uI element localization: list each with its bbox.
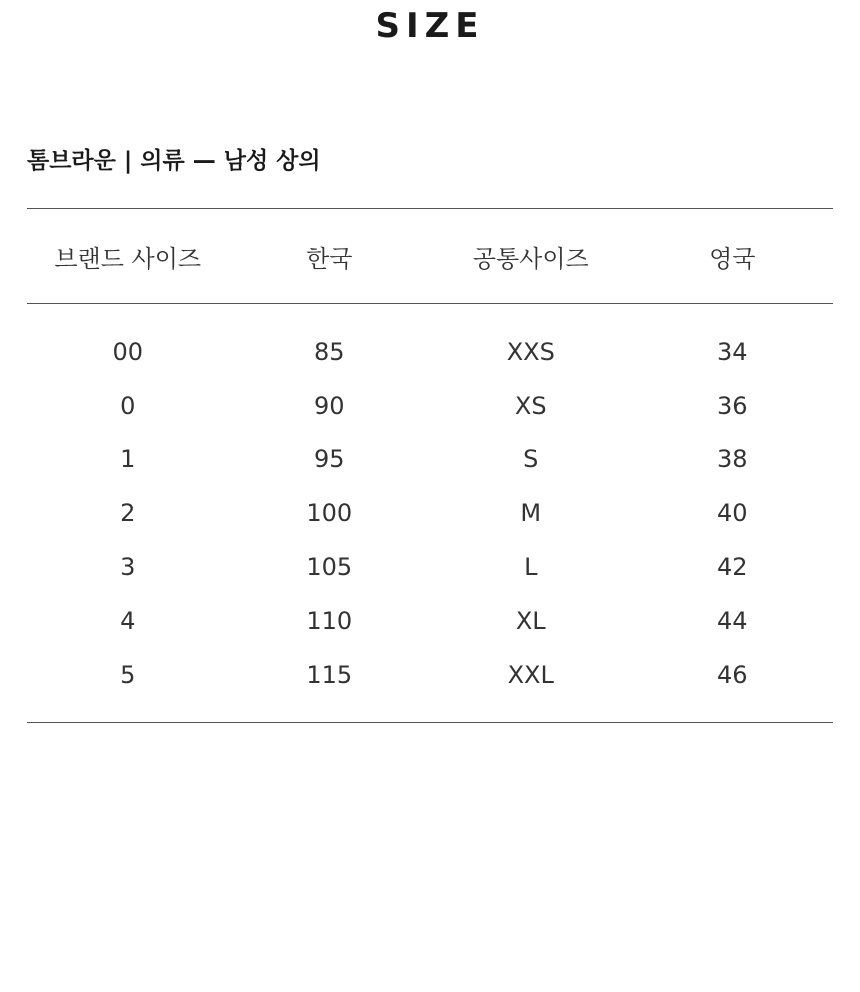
cell-common-size: XL xyxy=(515,606,546,635)
column-header-korea: 한국 xyxy=(306,244,353,273)
column-header-uk: 영국 xyxy=(709,244,756,273)
cell-common-size: S xyxy=(523,445,539,474)
table-row xyxy=(27,594,833,648)
cell-uk: 42 xyxy=(716,553,748,582)
cell-korea: 85 xyxy=(313,337,345,366)
table-row xyxy=(27,325,833,379)
cell-uk: 34 xyxy=(716,337,748,366)
table-body xyxy=(27,325,833,702)
cell-korea: 90 xyxy=(313,391,345,420)
section-title: 톰브라운 | 의류 — 남성 상의 xyxy=(27,148,321,174)
table-row xyxy=(27,540,833,594)
cell-uk: 36 xyxy=(716,391,748,420)
cell-brand-size: 4 xyxy=(120,606,136,635)
cell-korea: 110 xyxy=(306,606,353,635)
cell-korea: 105 xyxy=(306,553,353,582)
cell-common-size: L xyxy=(524,553,538,582)
cell-korea: 115 xyxy=(306,660,353,689)
table-header xyxy=(27,209,833,303)
cell-common-size: XXS xyxy=(506,337,555,366)
cell-korea: 100 xyxy=(306,499,353,528)
page-title: SIZE xyxy=(375,6,485,46)
cell-common-size: M xyxy=(520,499,542,528)
cell-brand-size: 3 xyxy=(120,553,136,582)
table-header-divider xyxy=(27,303,833,304)
column-header-brand-size: 브랜드 사이즈 xyxy=(54,244,202,273)
cell-uk: 38 xyxy=(716,445,748,474)
table-row xyxy=(27,379,833,433)
cell-uk: 44 xyxy=(716,606,748,635)
cell-brand-size: 0 xyxy=(120,391,136,420)
cell-brand-size: 5 xyxy=(120,660,136,689)
cell-brand-size: 00 xyxy=(112,337,144,366)
column-header-common-size: 공통사이즈 xyxy=(472,244,589,273)
table-row xyxy=(27,433,833,487)
cell-uk: 46 xyxy=(716,660,748,689)
table-row xyxy=(27,486,833,540)
cell-brand-size: 1 xyxy=(120,445,136,474)
table-bottom-divider xyxy=(27,722,833,723)
cell-uk: 40 xyxy=(716,499,748,528)
cell-brand-size: 2 xyxy=(120,499,136,528)
cell-common-size: XXL xyxy=(507,660,554,689)
table-row xyxy=(27,648,833,702)
cell-korea: 95 xyxy=(313,445,345,474)
cell-common-size: XS xyxy=(514,391,547,420)
